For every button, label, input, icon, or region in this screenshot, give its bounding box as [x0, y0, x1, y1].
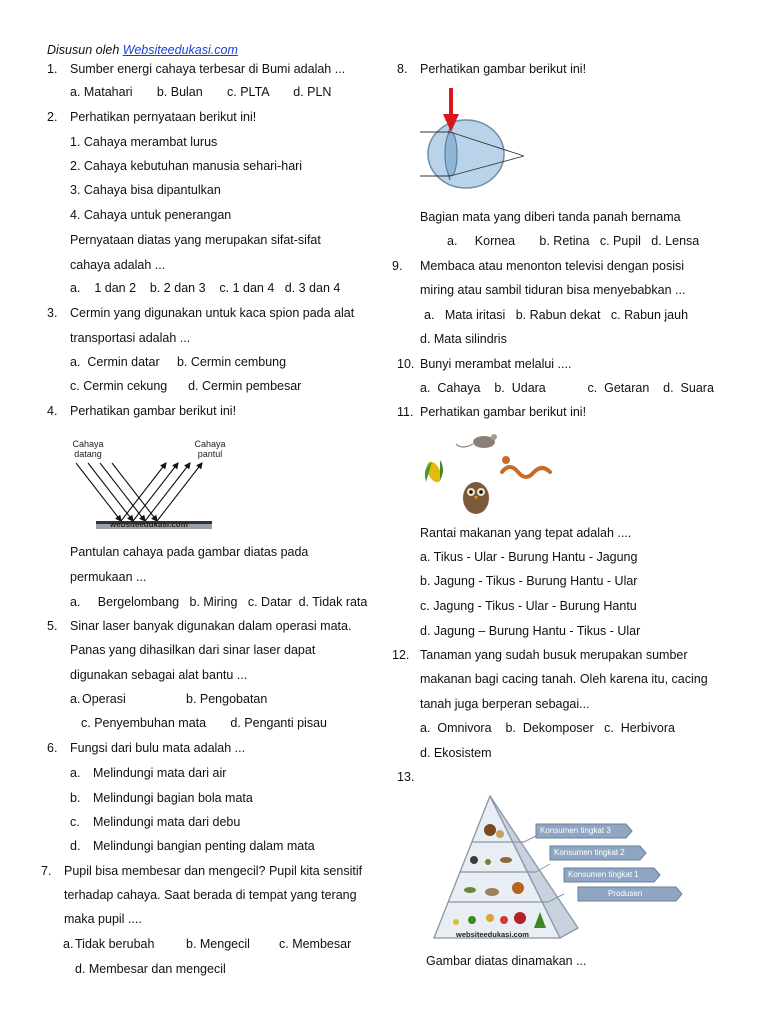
q6-text: Fungsi dari bulu mata adalah ...: [70, 741, 246, 755]
q5-text-1: Sinar laser banyak digunakan dalam operasi mata.: [70, 619, 352, 633]
q12-number: 12.: [392, 648, 410, 662]
mouse-icon: [456, 434, 497, 448]
q13-number: 13.: [397, 770, 415, 784]
q4-number: 4.: [47, 404, 58, 418]
q5-text-2: Panas yang dihasilkan dari sinar laser dapat: [70, 643, 316, 657]
pyramid-watermark: websiteedukasi.com: [456, 930, 529, 939]
snake-icon: [502, 456, 550, 477]
eye-diagram: [420, 84, 530, 196]
credit-prefix: Disusun oleh: [47, 43, 120, 57]
q7-option-a-letter: a.: [63, 937, 74, 951]
q6-option-b: Melindungi bagian bola mata: [93, 791, 253, 805]
q7-text-1: Pupil bisa membesar dan mengecil? Pupil kita sensitif: [64, 864, 363, 878]
q12-text-2: makanan bagi cacing tanah. Oleh karena itu, cacing: [420, 672, 708, 686]
reflection-diagram: [66, 437, 226, 533]
q13-caption: Gambar diatas dinamakan ...: [426, 954, 587, 968]
q9-number: 9.: [392, 259, 403, 273]
q11-option-a: a. Tikus - Ular - Burung Hantu - Jagung: [420, 550, 638, 564]
q4-prompt-2: permukaan ...: [70, 570, 147, 584]
q7-option-c: c. Membesar: [279, 937, 352, 951]
q7-text-2: terhadap cahaya. Saat berada di tempat yang terang: [64, 888, 357, 902]
q7-option-b: b. Mengecil: [186, 937, 250, 951]
credit-link[interactable]: Websiteedukasi.com: [122, 43, 238, 57]
q6-c-letter: c.: [70, 815, 80, 829]
q2-statement-3: 3. Cahaya bisa dipantulkan: [70, 183, 221, 197]
q5-text-3: digunakan sebagai alat bantu ...: [70, 668, 248, 682]
q11-text: Perhatikan gambar berikut ini!: [420, 405, 587, 419]
q11-option-d: d. Jagung – Burung Hantu - Tikus - Ular: [420, 624, 641, 638]
q5-number: 5.: [47, 619, 58, 633]
q5-options-2: c. Penyembuhan mata d. Penganti pisau: [81, 716, 327, 730]
pyramid-level-3: Konsumen tingkat 3: [540, 826, 611, 835]
q12-options: a. Omnivora b. Dekomposer c. Herbivora: [420, 721, 675, 735]
q5-option-b: b. Pengobatan: [186, 692, 268, 706]
reflection-rays: [66, 437, 216, 533]
q12-text-3: tanah juga berperan sebagai...: [420, 697, 590, 711]
pyramid-level-2: Konsumen tingkat 2: [554, 848, 625, 857]
q6-option-d: Melindungi bangian penting dalam mata: [93, 839, 315, 853]
q10-options: a. Cahaya b. Udara c. Getaran d. Suara: [420, 381, 714, 395]
q8-options: a. Kornea b. Retina c. Pupil d. Lensa: [447, 234, 700, 248]
q5-option-a: Operasi: [82, 692, 126, 706]
q11-number: 11.: [397, 405, 414, 419]
q1-options: a. Matahari b. Bulan c. PLTA d. PLN: [70, 85, 332, 99]
q7-option-a: Tidak berubah: [75, 937, 155, 951]
q12-options-2: d. Ekosistem: [420, 746, 492, 760]
q9-options-1: a. Mata iritasi b. Rabun dekat c. Rabun jauh: [424, 308, 689, 322]
q9-options-2: d. Mata silindris: [420, 332, 507, 346]
owl-icon: [463, 482, 489, 514]
q2-statement-2: 2. Cahaya kebutuhan manusia sehari-hari: [70, 159, 303, 173]
q3-text-1: Cermin yang digunakan untuk kaca spion pada alat: [70, 306, 355, 320]
pyramid-shape: [430, 794, 690, 944]
q6-a-letter: a.: [70, 766, 81, 780]
pyramid-level-1: Konsumen tingkat 1: [568, 870, 639, 879]
q4-prompt-1: Pantulan cahaya pada gambar diatas pada: [70, 545, 309, 559]
q11-prompt: Rantai makanan yang tepat adalah ....: [420, 526, 632, 540]
q2-prompt-2: cahaya adalah ...: [70, 258, 166, 272]
credit-line: [47, 43, 238, 57]
pyramid-level-0: Produsen: [608, 889, 643, 898]
q7-option-d: d. Membesar dan mengecil: [75, 962, 226, 976]
corn-icon: [424, 459, 444, 484]
q2-options: a. 1 dan 2 b. 2 dan 3 c. 1 dan 4 d. 3 dan 4: [70, 281, 341, 295]
q8-text: Perhatikan gambar berikut ini!: [420, 62, 587, 76]
q8-prompt: Bagian mata yang diberi tanda panah bernama: [420, 210, 681, 224]
q4-options: a. Bergelombang b. Miring c. Datar d. Tidak rata: [70, 595, 368, 609]
q6-d-letter: d.: [70, 839, 81, 853]
q11-option-c: c. Jagung - Tikus - Ular - Burung Hantu: [420, 599, 637, 613]
q11-option-b: b. Jagung - Tikus - Burung Hantu - Ular: [420, 574, 638, 588]
q8-number: 8.: [397, 62, 408, 76]
q6-b-letter: b.: [70, 791, 81, 805]
q4-text: Perhatikan gambar berikut ini!: [70, 404, 237, 418]
q12-text-1: Tanaman yang sudah busuk merupakan sumber: [420, 648, 688, 662]
q7-text-3: maka pupil ....: [64, 912, 142, 926]
q3-options-2: c. Cermin cekung d. Cermin pembesar: [70, 379, 302, 393]
q9-text-2: miring atau sambil tiduran bisa menyebabkan ...: [420, 283, 686, 297]
q6-option-c: Melindungi mata dari debu: [93, 815, 241, 829]
energy-pyramid: [430, 794, 690, 944]
q7-number: 7.: [41, 864, 52, 878]
reflected-label: Cahaya pantul: [194, 439, 226, 459]
q3-text-2: transportasi adalah ...: [70, 331, 191, 345]
diagram-watermark: websiteedukasi.com: [110, 520, 188, 529]
q6-number: 6.: [47, 741, 58, 755]
q3-options-1: a. Cermin datar b. Cermin cembung: [70, 355, 287, 369]
q1-text: Sumber energi cahaya terbesar di Bumi adalah ...: [70, 62, 346, 76]
q10-text: Bunyi merambat melalui ....: [420, 357, 572, 371]
food-chain-illustration: [418, 428, 558, 520]
q10-number: 10.: [397, 357, 415, 371]
q2-prompt-1: Pernyataan diatas yang merupakan sifat-sifat: [70, 233, 321, 247]
incoming-label: Cahaya datang: [72, 439, 104, 459]
q2-number: 2.: [47, 110, 58, 124]
q2-statement-4: 4. Cahaya untuk penerangan: [70, 208, 232, 222]
q2-text: Perhatikan pernyataan berikut ini!: [70, 110, 257, 124]
q1-number: 1.: [47, 62, 58, 76]
q6-option-a: Melindungi mata dari air: [93, 766, 227, 780]
q9-text-1: Membaca atau menonton televisi dengan posisi: [420, 259, 685, 273]
q5-option-a-letter: a.: [70, 692, 81, 706]
q2-statement-1: 1. Cahaya merambat lurus: [70, 135, 218, 149]
q3-number: 3.: [47, 306, 58, 320]
